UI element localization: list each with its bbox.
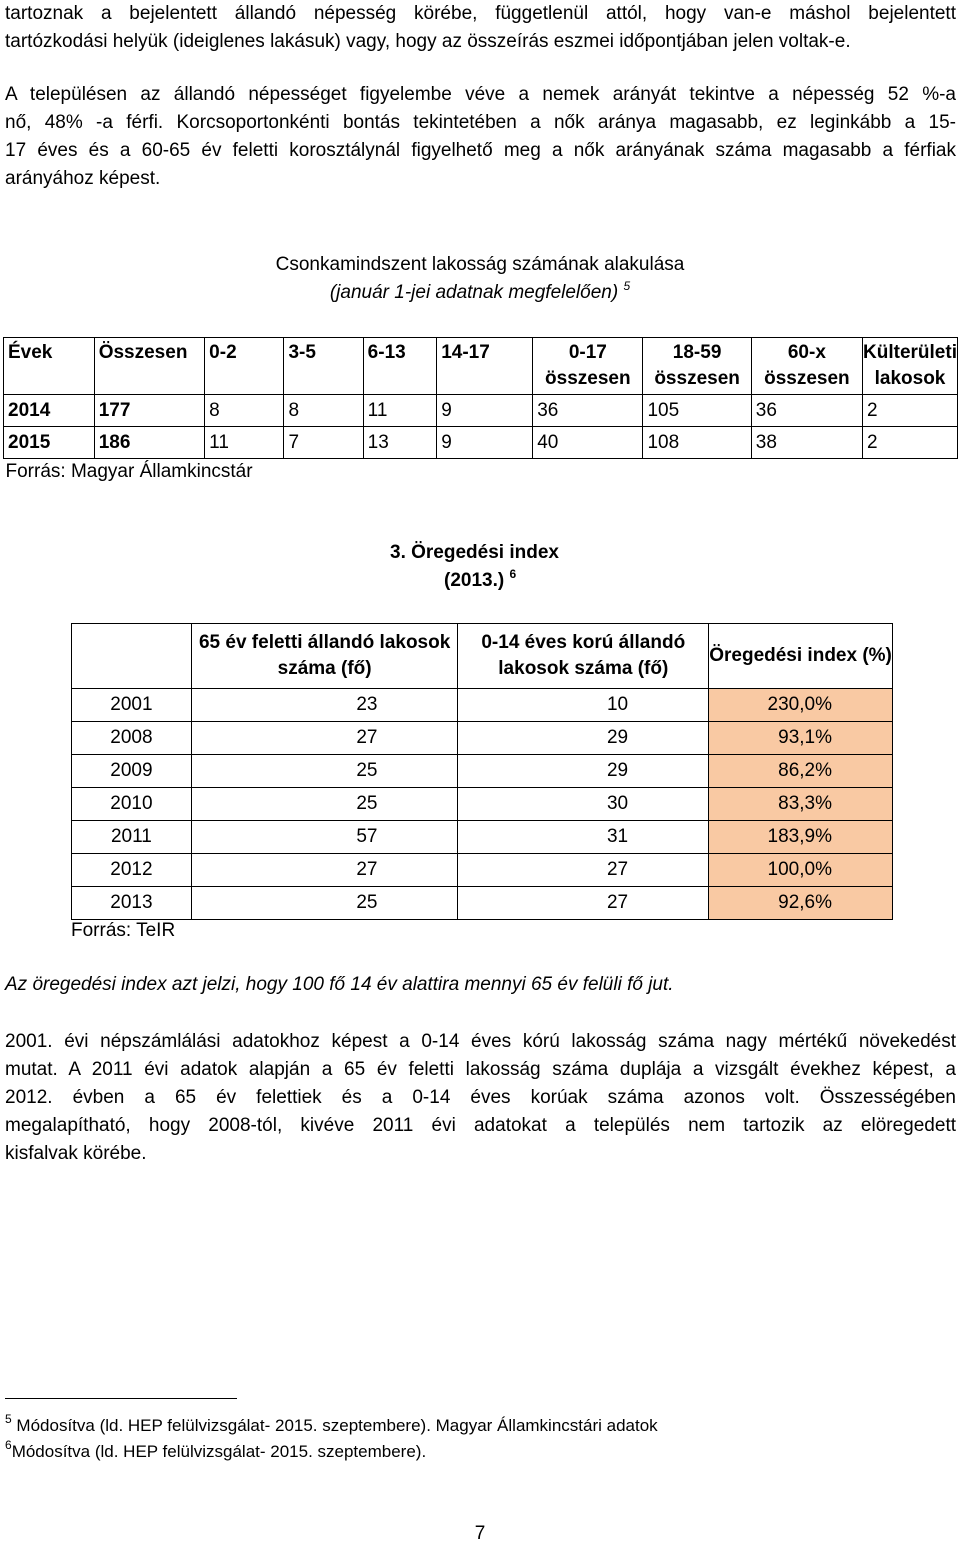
footnote-text: Módosítva (ld. HEP felülvizsgálat- 2015. szeptembere). Magyar Államkincstári adatok [16,1416,658,1435]
table-cell: 2 [862,395,957,427]
aging-index-table [71,623,893,920]
table-cell: 30 [458,788,709,821]
text-line: mutat. A 2011 évi adatok alapján a 65 év feletti lakosság száma duplája a vizsgált évekhez képest, a [5,1059,956,1080]
table1-title-text: Csonkamindszent lakosság számának alakulása [275,254,685,275]
table-header-row [72,624,893,689]
table-cell: 25 [191,755,458,788]
header-cell: Öregedési index (%) [709,624,893,689]
table-cell: 10 [458,689,709,722]
year-cell: 2010 [72,788,192,821]
header-cell: 18-59 összesen [643,338,751,395]
index-cell: 83,3% [709,788,893,821]
table-cell: 27 [458,854,709,887]
text-line: A településen az állandó népességet figyelembe véve a nemek arányát tekintve a népesség 52 %-a [5,84,956,105]
footnote-ref-6: 6 [509,567,517,581]
table2-heading [390,539,590,595]
table-row [72,887,893,920]
table-cell: 36 [751,395,862,427]
header-cell: 3-5 [284,338,363,395]
header-cell: 0-14 éves korú állandó lakosok száma (fő) [458,624,709,689]
footnote-text: Módosítva (ld. HEP felülvizsgálat- 2015. szeptembere). [11,1442,427,1461]
header-cell: 0-17 összesen [533,338,643,395]
table1-subtitle-text: (január 1-jei adatnak megfelelően) [329,282,619,303]
year-cell: 2009 [72,755,192,788]
footnote-divider [5,1398,237,1399]
table-cell: 27 [191,854,458,887]
text-line: nő, 48% -a férfi. Korcsoportonkénti bontás tekintetében a nők aránya magasabb, ez leginkább a 15- [5,112,956,133]
header-cell: Külterületi lakosok [862,338,957,395]
table-cell: 11 [205,427,284,459]
table-cell: 8 [205,395,284,427]
text-line: arányához képest. [5,168,161,189]
table-cell: 13 [363,427,437,459]
index-cell: 93,1% [709,722,893,755]
table1-subtitle [0,279,960,307]
index-cell: 86,2% [709,755,893,788]
table-row [4,427,958,459]
index-cell: 230,0% [709,689,893,722]
table-cell: 27 [458,887,709,920]
table-cell: 2015 [4,427,95,459]
population-table [3,337,958,485]
table-cell: 186 [94,427,204,459]
footnote-ref-5: 5 [623,279,631,293]
table-cell: 31 [458,821,709,854]
table-cell: 40 [533,427,643,459]
table-cell: 7 [284,427,363,459]
table-cell: 29 [458,722,709,755]
table-cell: 57 [191,821,458,854]
table-cell: 9 [437,427,533,459]
index-cell: 100,0% [709,854,893,887]
table-row [72,722,893,755]
text-line: megalapítható, hogy 2008-tól, kivéve 2011 évi adatokat a település nem tartozik az elöregedett [5,1115,956,1136]
table2-heading-line2 [390,567,590,595]
year-cell: 2013 [72,887,192,920]
table-cell: 38 [751,427,862,459]
table-row [72,854,893,887]
table-cell: 177 [94,395,204,427]
year-cell: 2011 [72,821,192,854]
header-cell: 65 év feletti állandó lakosok száma (fő) [191,624,458,689]
index-cell: 183,9% [709,821,893,854]
table-cell: 23 [191,689,458,722]
table-cell: 9 [437,395,533,427]
footnote-6 [5,1440,426,1464]
table-cell: 27 [191,722,458,755]
table2-source: Forrás: TeIR [71,920,176,941]
text-line: kisfalvak körébe. [5,1143,147,1164]
table-cell: 36 [533,395,643,427]
table-cell: 25 [191,788,458,821]
table-cell: 29 [458,755,709,788]
text-line: 2001. évi népszámlálási adatokhoz képest a 0-14 éves kórú lakosság száma nagy mértékű növekedést [5,1031,956,1052]
population-gender-paragraph [5,81,956,193]
header-cell: Összesen [94,338,204,395]
table-row [72,788,893,821]
table1-title [0,251,960,307]
year-cell: 2001 [72,689,192,722]
footnote-number: 6 [5,1438,12,1452]
text-line: tartoznak a bejelentett állandó népesség körébe, függetlenül attól, hogy van-e máshol bejelentett [5,3,956,24]
intro-paragraph [5,0,956,56]
table-cell: 2 [862,427,957,459]
header-cell: 6-13 [363,338,437,395]
header-cell: 60-x összesen [751,338,862,395]
table-cell: 25 [191,887,458,920]
index-cell: 92,6% [709,887,893,920]
year-cell: 2008 [72,722,192,755]
table2-heading-line1: 3. Öregedési index [390,542,559,563]
table-row [72,689,893,722]
header-cell: 14-17 [437,338,533,395]
text-line: 17 éves és a 60-65 év feletti korosztálynál figyelhető meg a nők arányának száma magasabb a férfiak [5,140,956,161]
header-cell: 0-2 [205,338,284,395]
table-source-row [4,459,958,486]
aging-analysis-paragraph [5,1028,956,1168]
page-number: 7 [474,1523,486,1544]
header-cell [72,624,192,689]
year-cell: 2012 [72,854,192,887]
table1-source: Forrás: Magyar Államkincstár [5,461,253,482]
header-cell: Évek [4,338,95,395]
table-cell: 11 [363,395,437,427]
table-cell: 8 [284,395,363,427]
table-row [72,755,893,788]
table2-heading-year: (2013.) [444,570,505,591]
footnote-5 [5,1414,658,1438]
table-cell: 108 [643,427,751,459]
table-header-row [4,338,958,395]
table-row [72,821,893,854]
text-line: 2012. évben a 65 év felettiek és a 0-14 éves korúak száma azonos volt. Összességében [5,1087,956,1108]
text-line: tartózkodási helyük (ideiglenes lakásuk) vagy, hogy az összeírás eszmei időpontjában jelen voltak-e. [5,31,851,52]
footnote-number: 5 [5,1412,12,1426]
table-cell: 2014 [4,395,95,427]
table-cell: 105 [643,395,751,427]
table-row [4,395,958,427]
aging-index-note: Az öregedési index azt jelzi, hogy 100 fő 14 év alattira mennyi 65 év felüli fő jut. [5,974,674,995]
